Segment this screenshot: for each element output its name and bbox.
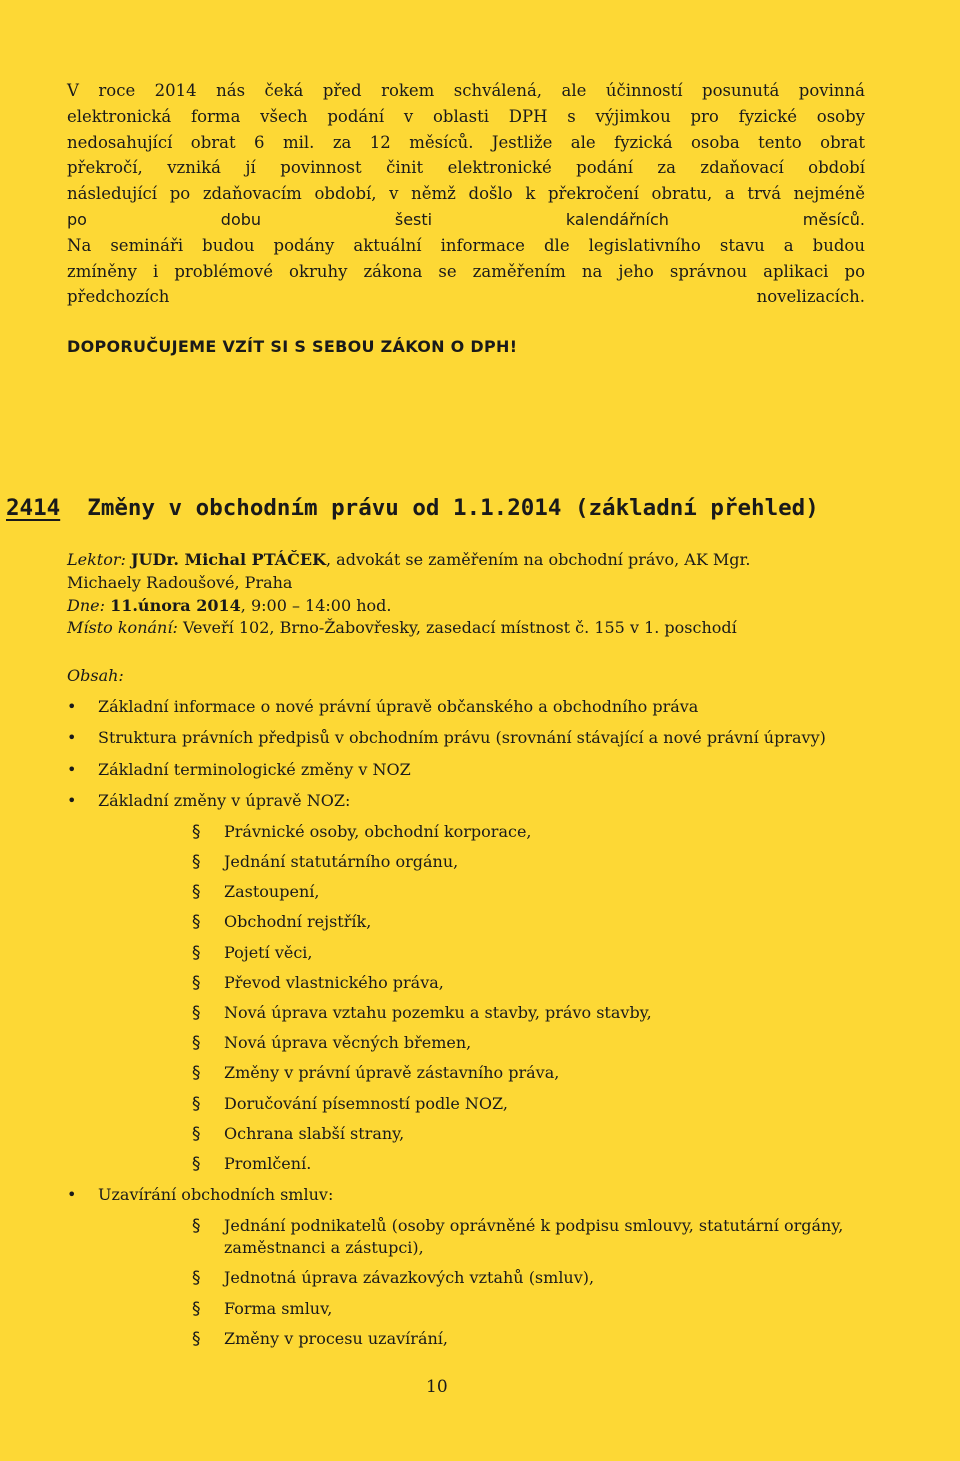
contents-item-text: Základní terminologické změny v NOZ [98,759,411,779]
section-sign-icon: § [192,1123,201,1144]
intro-line: nedosahující obrat 6 mil. za 12 měsíců. Jestliže ale fyzická osoba tento obrat [67,132,865,152]
course-number: 2414 [6,495,61,521]
lector-line-2: Michaely Radoušové, Praha [67,572,293,592]
contents-subitem [192,1267,867,1289]
contents-subitem-text: Nová úprava vztahu pozemku a stavby, právo stavby, [224,1003,652,1023]
contents-subitem-text: Forma smluv, [224,1298,333,1318]
contents-subitem-text: Doručování písemností podle NOZ, [224,1093,508,1113]
contents-subitem-text: Jednání statutárního orgánu, [224,852,459,872]
section-sign-icon: § [192,821,201,842]
intro-line: po dobu šesti kalendářních měsíců. [67,209,865,229]
bullet-dot-icon: • [67,728,77,748]
lector-name: JUDr. Michal PTÁČEK [130,550,326,569]
course-heading [6,495,819,521]
contents-subitem [192,1032,867,1054]
date-value: 11.února 2014 [110,595,241,615]
contents-subitem [192,851,867,873]
contents-subitem-text: Promlčení. [224,1153,312,1173]
recommendation-note: DOPORUČUJEME VZÍT SI S SEBOU ZÁKON O DPH! [67,337,518,356]
contents-subitem-text: Právnické osoby, obchodní korporace, [224,821,532,841]
contents-subitem-text: Obchodní rejstřík, [224,912,372,932]
lector-description: , advokát se zaměřením na obchodní právo, AK Mgr. [325,550,751,569]
section-sign-icon: § [192,942,201,963]
section-sign-icon: § [192,972,201,993]
contents-subitem-text: Převod vlastnického práva, [224,972,444,992]
intro-line: překročí, vzniká jí povinnost činit elektronické podání za zdaňovací období [67,158,865,178]
contents-subitem [192,942,867,964]
bullet-dot-icon: • [67,759,77,779]
bullet-dot-icon: • [67,1185,77,1205]
contents-item-text: Struktura právních předpisů v obchodním právu (srovnání stávající a nové právní úpravy) [98,728,826,748]
date-line [67,595,750,618]
contents-subitem [192,1328,867,1350]
contents-subitem [192,972,867,994]
section-sign-icon: § [192,1268,201,1289]
contents-subitem-text: Jednání podnikatelů (osoby oprávněné k podpisu smlouvy, statutární orgány, zaměstnanci a zástupci), [224,1216,844,1258]
contents-item-text: Základní informace o nové právní úpravě občanského a obchodního práva [98,697,699,716]
section-sign-icon: § [192,1328,201,1349]
course-details [67,549,750,640]
intro-paragraph [67,78,865,310]
page-number: 10 [426,1377,448,1397]
section-sign-icon: § [192,1063,201,1084]
contents-subitem-text: Změny v právní úpravě zástavního práva, [224,1063,560,1083]
contents-subitem [192,911,867,933]
contents-subitem-text: Ochrana slabší strany, [224,1123,405,1143]
contents-subitem [192,1123,867,1145]
section-sign-icon: § [192,1298,201,1319]
contents-subitem-text: Nová úprava věcných břemen, [224,1033,472,1053]
bullet-dot-icon: • [67,790,77,810]
contents-subitem [192,821,867,843]
contents-label-text: Obsah: [67,666,124,685]
contents-item [67,1184,867,1350]
date-label: Dne: [67,595,105,615]
section-sign-icon: § [192,852,201,873]
lector-label: Lektor: [67,550,126,569]
lector-line [67,549,750,572]
contents-label [67,666,124,685]
contents-subitem-text: Změny v procesu uzavírání, [224,1328,448,1348]
intro-line: Na semináři budou podány aktuální informace dle legislativního stavu a budou [67,235,865,255]
bullet-dot-icon: • [67,697,77,716]
contents-subitem [192,1298,867,1320]
intro-line: následující po zdaňovacím období, v němž došlo k překročení obratu, a trvá nejméně [67,184,865,204]
contents-subitem [192,881,867,903]
place-label: Místo konání: [67,618,178,638]
time-value: , 9:00 – 14:00 hod. [240,595,392,615]
section-sign-icon: § [192,1093,201,1114]
contents-subitem [192,1002,867,1024]
contents-item-text: Uzavírání obchodních smluv: [98,1185,334,1205]
contents-subitem [192,1153,867,1175]
contents-item [67,759,867,781]
intro-line: předchozích novelizacích. [67,287,865,307]
section-sign-icon: § [192,882,201,903]
place-value: Veveří 102, Brno-Žabovřesky, zasedací místnost č. 155 v 1. poschodí [182,618,737,638]
contents-item [67,790,867,1175]
contents-sublist [192,821,867,1175]
intro-line: elektronická forma všech podání v oblasti DPH s výjimkou pro fyzické osoby [67,106,865,126]
contents-subitem [192,1062,867,1084]
section-sign-icon: § [192,1216,201,1237]
contents-list [67,696,867,1359]
contents-subitem [192,1093,867,1115]
contents-item [67,696,867,718]
section-sign-icon: § [192,1033,201,1054]
course-title: Změny v obchodním právu od 1.1.2014 (základní přehled) [87,495,819,521]
intro-line: V roce 2014 nás čeká před rokem schválená, ale účinností posunutá povinná [67,81,865,100]
contents-item-text: Základní změny v úpravě NOZ: [98,790,351,810]
contents-sublist [192,1215,867,1350]
intro-line: zmíněny i problémové okruhy zákona se zaměřením na jeho správnou aplikaci po [67,261,865,281]
contents-subitem-text: Zastoupení, [224,882,320,902]
contents-subitem-text: Pojetí věci, [224,942,313,962]
place-line [67,617,750,640]
contents-item [67,727,867,749]
section-sign-icon: § [192,912,201,933]
section-sign-icon: § [192,1153,201,1174]
section-sign-icon: § [192,1003,201,1024]
contents-subitem-text: Jednotná úprava závazkových vztahů (smluv), [224,1268,595,1288]
contents-subitem [192,1215,867,1259]
